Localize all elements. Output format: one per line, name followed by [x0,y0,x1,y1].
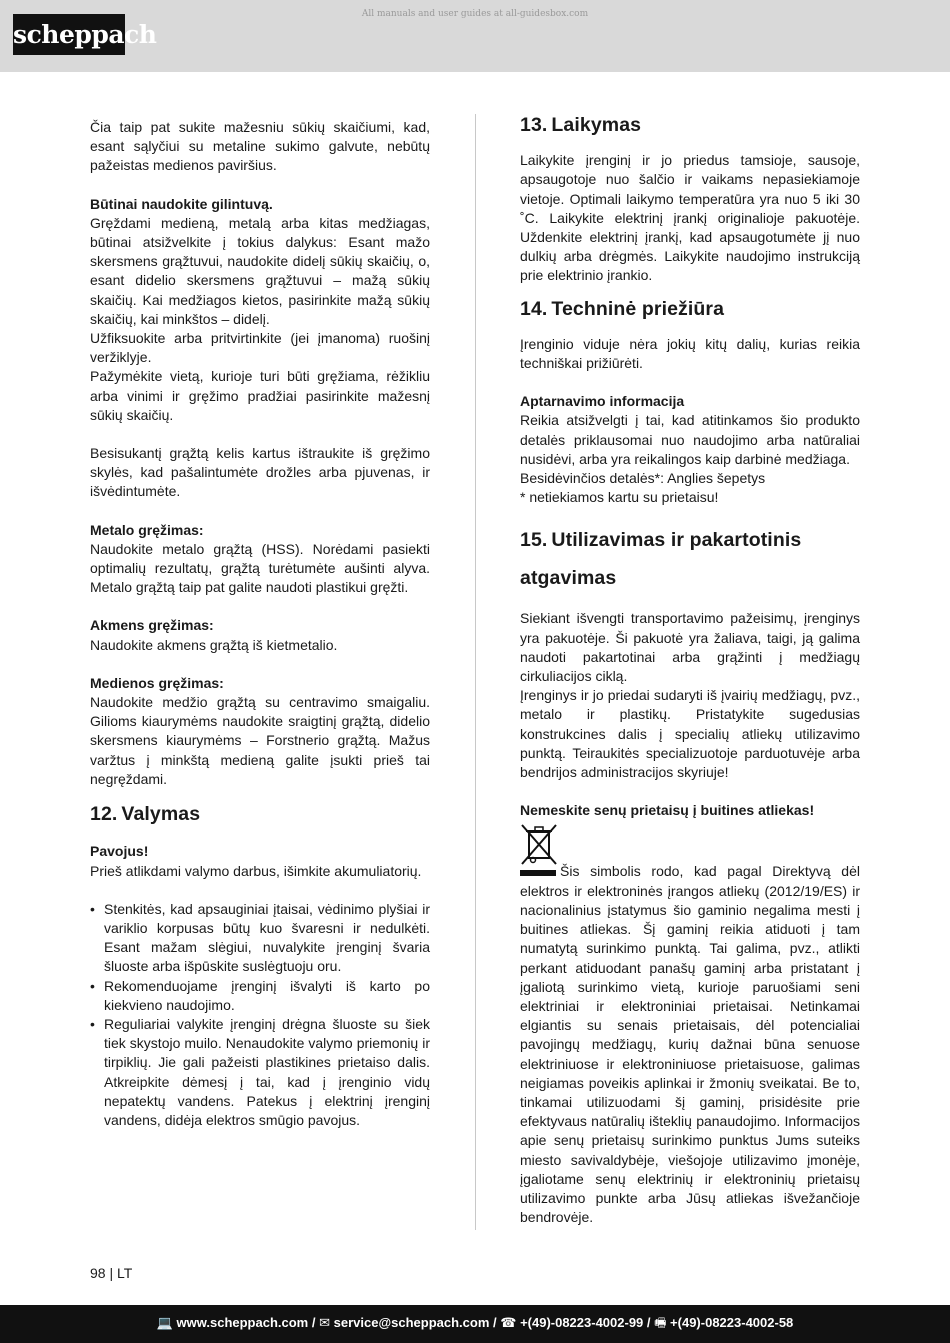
paragraph: Prieš atlikdami valymo darbus, išimkite akumuliatorių. [90,862,422,879]
subheading-stone: Akmens gręžimas: [90,617,214,634]
watermark-text: All manuals and user guides at all-guidesbox.com [361,9,589,19]
list-item: • Reguliariai valykite įrenginį drėgna šluoste su šiek tiek skystojo muilo. Nenaudokite valymo priemonių ir tirpiklių. Jie gali pažeisti plastikines prietaiso dalis. Atkreipkite dėmesį į tai, kad į įrenginio vidų nepatektų vandens. Patekus į elektrinį įrenginį vandens, didėja elektros smūgio pavojus. [90,1015,430,1130]
paragraph: Reikia atsižvelgti į tai, kad atitinkamos šio produkto detalės priklausomai nuo naudojimo arba natūraliai nusidėvi, arba yra reikalingos kaip darbinė medžiaga. [520,412,860,467]
danger-heading: Pavojus! [90,843,149,860]
paragraph: Besidėvinčios detalės*: Anglies šepetys [520,470,766,487]
paragraph: Naudokite medžio grąžtą su centravimo smaigaliu. Gilioms kiaurymėms naudokite sraigtinį grąžtą, didelio skersmens kiaurymėms – Forstnerio grąžtą. Mažus varžtus į minkštą medieną galite įsukti prieš tai negręždami. [90,694,430,787]
section-15-heading: 15. Utilizavimas ir pakartotinis atgavimas [520,529,802,590]
paragraph: Besisukantį grąžtą kelis kartus ištraukite iš gręžimo skylės, kad pašalintumėte drožles arba pjuvenas, ir išvėdintumėte. [90,445,430,500]
paragraph: Gręždami medieną, metalą arba kitas medžiagas, būtinai atsižvelkite į tokius dalykus: Esant mažo skersmens grąžtuvui, naudokite didelį sūkių skaičių, o, esant dideliо skersmens grąžtuvui – mažą sūkių skaičių. Kai medžiagos kietos, pasirinkite mažą sūkių skaičių, kai minkštos – didelį. [90,214,430,327]
paragraph: Laikykite įrenginį ir jo priedus tamsioje, sausoje, apsaugotoje nuo šalčio ir vaikams nepasiekiamoje vietoje. Optimali laikymo temperatūra yra nuo 5 iki 30 ˚C. Laikykite elektrinį įrankį originalioje pakuotėje. Uždenkite elektrinį įrankį, kad apsaugotumėte jį nuo dulkių arba drėgmės. Laikykite naudojimo instrukciją prie elektrinio įrankio. [520,152,860,284]
footer-phone: +(49)-08223-4002-99 / [520,1315,651,1330]
paragraph: Naudokite akmens grąžtą iš kietmetalio. [90,636,338,653]
paragraph: Čia taip pat sukite mažesniu sūkių skaičiumi, kad, esant sąlyčiui su metaline sukimo galvute, nebūtų pažeistas medienos paviršius. [90,119,430,174]
right-column [520,114,860,1227]
fax-icon: 🖷 [654,1315,667,1330]
page-number: 98 | LT [90,1265,133,1281]
footer-web[interactable]: www.scheppach.com / [176,1315,316,1330]
footer-bar [0,1305,950,1343]
left-column [90,118,430,1130]
paragraph: Pažymėkite vietą, kurioje turi būti gręžiama, rėžikliu arba vinimi ir gręžimo pradžiai pasirinkite mažesnį sūkių skaičių. [90,368,430,423]
footer-fax: +(49)-08223-4002-58 [670,1315,794,1330]
cleaning-list [90,900,430,1130]
paragraph: Naudokite metalo grąžtą (HSS). Norėdami pasiekti optimalių rezultatų, grąžtą turėtumėte aušinti alyva. Metalo grąžtą taip pat galite naudoti plastikui gręžti. [90,540,430,596]
list-item: • Rekomenduojame įrenginį išvalyti iš karto po kiekvieno naudojimo. [90,977,430,1015]
service-heading: Aptarnavimo informacija [520,393,685,410]
brand-logo: scheppach [13,14,125,55]
footer-email[interactable]: service@scheppach.com / [333,1315,497,1330]
section-14-heading: 14. Techninė priežiūra [520,297,725,320]
warning-heading: Nemeskite senų prietaisų į buitines atliekas! [520,802,815,819]
list-item: • Stenkitės, kad apsauginiai įtaisai, vėdinimo plyšiai ir variklio korpusas būtų kuo švaresni ir nedulkėti. Esant mažam slėgiui, nuvalykite įrenginį švaria šluoste arba išpūskite suslėgtuoju oru. [90,900,430,977]
header-bar [0,0,950,72]
mail-icon: ✉ [319,1315,330,1330]
paragraph: Įrenginys ir jo priedai sudaryti iš įvairių medžiagų, pvz., metalo ir plastikų. Pristatykite sugedusias konstrukcines dalis į specialių atliekų utilizavimo punktą. Teiraukitės specializuotoje parduotuvėje arba bendrijos administracijos skyriuje! [520,687,860,781]
paragraph: * netiekiamos kartu su prietaisu! [520,489,719,506]
phone-icon: ☎ [500,1315,517,1330]
paragraph: Įrenginio viduje nėra jokių kitų dalių, kurias reikia techniškai prižiūrėti. [520,335,860,372]
section-13-heading: 13. Laikymas [520,114,642,136]
section-12-heading: 12. Valymas [90,803,201,826]
column-divider [475,114,476,1230]
paragraph: Šis simbolis rodo, kad pagal Direktyvą dėl elektros ir elektroninės įrangos atliekų (2012/19/ES) ir nacionalinius įstatymus šio gaminio negalima mesti į buitines atliekas. Šį gaminį reikia atiduoti į tam numatytą surinkimo punktą. Tai galima, pvz., atlikti perkant atiduodant panašų gaminį arba pristatant į įgaliotą surinkimo vietą, kurioje paruošiami seni elektriniai ir elektroniniai prietaisai. Netinkamai elgiantis su senais prietaisais, dėl potencialiai pavojingų medžiagų, kurių dažnai būna senuose elektriniuose ir elektroniniuose prietaisuose, galimas neigiamas poveikis aplinkai ir žmonių sveikatai. Be to, tinkamai utilizuodami šį gaminį, prisidėsite prie efektyvaus natūralių išteklių panaudojimo. Informacijos apie senų prietaisų surinkimo punktus Jums suteiks miesto savivaldybėje, viešojoje utilizavimo įmonėje, įgaliotame senų elektrinių ir elektroninių prietaisų utilizavimo punkte arba Jūsų atliekas išvežančioje bendrovėje. [520,863,860,1226]
subheading-wood: Medienos gręžimas: [90,674,224,691]
crossed-bin-icon [520,822,558,866]
paragraph: Siekiant išvengti transportavimo pažeisimų, įrenginys yra pakuotėje. Ši pakuotė yra žaliava, taigi, ją galima naudoti pakartotinai arba grąžinti į medžiagų cirkuliacijos ciklą. [520,610,860,685]
weee-bar-icon [520,870,556,876]
subheading-metal: Metalo gręžimas: [90,521,204,538]
paragraph: Užfiksuokite arba pritvirtinkite (jei įmanoma) ruošinį veržiklyje. [90,330,430,366]
computer-icon: 💻 [156,1315,173,1330]
subheading: Būtinai naudokite gilintuvą. [90,195,273,212]
